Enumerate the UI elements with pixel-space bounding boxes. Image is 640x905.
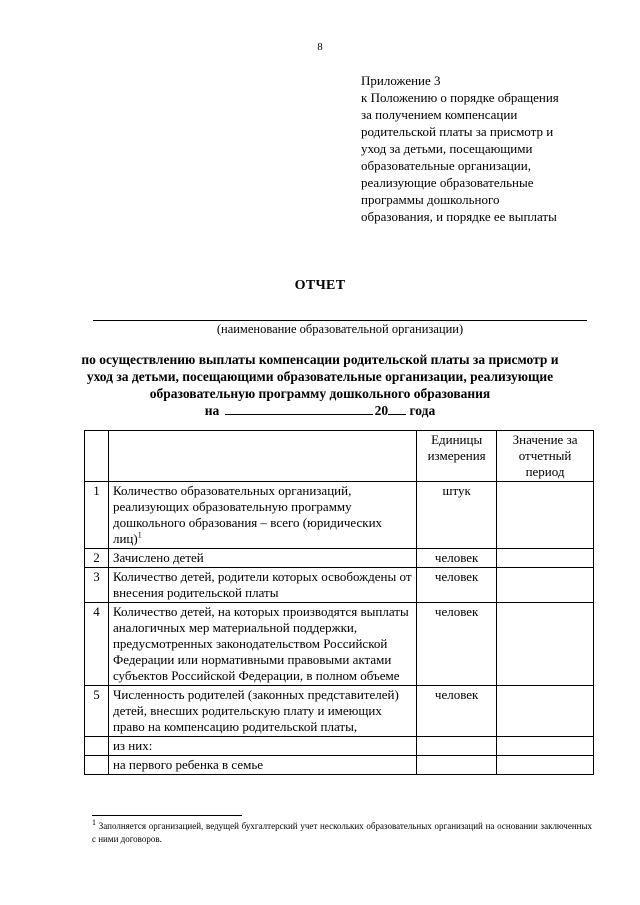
table-row — [85, 482, 594, 549]
header-name — [108, 431, 416, 482]
row-number: 3 — [85, 568, 109, 603]
row-indicator: на первого ребенка в семье — [108, 756, 416, 775]
header-number — [85, 431, 109, 482]
row-unit: человек — [417, 549, 497, 568]
appendix-line: образовательные организации, — [361, 158, 531, 173]
row-number: 2 — [85, 549, 109, 568]
date-blank — [225, 402, 373, 415]
row-value-cell — [497, 686, 594, 737]
appendix-line: за получением компенсации — [361, 107, 518, 122]
report-subtitle — [60, 351, 580, 419]
organization-name-line — [93, 320, 587, 321]
row-indicator-text: Количество образовательных организаций, реализующих образовательную программу дошкольного образования – всего (юридических лиц) — [112, 483, 383, 546]
row-number: 4 — [85, 603, 109, 686]
row-value-cell — [497, 737, 594, 756]
table-row — [85, 549, 594, 568]
header-value: Значение за отчетный период — [497, 431, 594, 482]
table-row — [85, 756, 594, 775]
table-header-row — [85, 431, 594, 482]
footnote-text: Заполняется организацией, ведущей бухгалтерский учет нескольких образовательных организаций на основании заключенных с ними договоров. — [92, 821, 593, 844]
organization-name-caption: (наименование образовательной организации) — [216, 322, 464, 336]
row-value-cell — [497, 756, 594, 775]
footnote-mark: 1 — [92, 818, 96, 827]
row-indicator: из них: — [108, 737, 416, 756]
report-table — [84, 430, 594, 775]
row-indicator: Зачислено детей — [108, 549, 416, 568]
table-row — [85, 737, 594, 756]
row-unit: человек — [417, 603, 497, 686]
footnote — [92, 820, 592, 846]
row-number: 5 — [85, 686, 109, 737]
row-number — [85, 737, 109, 756]
row-value-cell — [497, 568, 594, 603]
appendix-line: реализующие образовательные — [361, 175, 534, 190]
row-indicator: Численность родителей (законных представителей) детей, внесших родительскую плату и имеющих право на компенсацию родительской платы, — [108, 686, 416, 737]
subtitle-line: по осуществлению выплаты компенсации родительской платы за присмотр и — [81, 352, 559, 367]
row-value-cell — [497, 603, 594, 686]
table-row — [85, 568, 594, 603]
header-unit: Единицы измерения — [417, 431, 497, 482]
appendix-line: к Положению о порядке обращения — [361, 90, 559, 105]
row-indicator: Количество детей, родители которых освобождены от внесения родительской платы — [108, 568, 416, 603]
row-number: 1 — [85, 482, 109, 549]
row-number — [85, 756, 109, 775]
table-row — [85, 686, 594, 737]
row-indicator — [108, 482, 416, 549]
footnote-ref: 1 — [137, 530, 142, 540]
subtitle-line: уход за детьми, посещающими образовательные организации, реализующие — [86, 369, 554, 384]
appendix-line: Приложение 3 — [361, 73, 441, 88]
row-unit — [417, 737, 497, 756]
footnote-separator — [92, 815, 242, 816]
appendix-line: уход за детьми, посещающими — [361, 141, 533, 156]
year-blank — [388, 402, 406, 415]
row-value-cell — [497, 482, 594, 549]
page-number: 8 — [317, 41, 323, 53]
row-unit: человек — [417, 568, 497, 603]
row-indicator: Количество детей, на которых производятся выплаты аналогичных мер материальной поддержки, предусмотренных законодательством Российской Федерации или нормативными правовыми актами субъектов Российской Федерации, в полном объеме — [108, 603, 416, 686]
appendix-block — [361, 72, 611, 225]
appendix-line: образования, и порядке ее выплаты — [361, 209, 557, 224]
appendix-line: родительской платы за присмотр и — [361, 124, 554, 139]
report-date-line — [60, 402, 580, 419]
appendix-line: программы дошкольного — [361, 192, 500, 207]
row-unit: человек — [417, 686, 497, 737]
row-unit — [417, 756, 497, 775]
report-title: ОТЧЕТ — [294, 278, 346, 293]
row-unit: штук — [417, 482, 497, 549]
date-prefix: на — [204, 403, 220, 418]
table-row — [85, 603, 594, 686]
subtitle-line: образовательную программу дошкольного образования — [149, 386, 491, 401]
date-year: 20 — [374, 403, 389, 418]
row-value-cell — [497, 549, 594, 568]
date-suffix: года — [409, 403, 436, 418]
